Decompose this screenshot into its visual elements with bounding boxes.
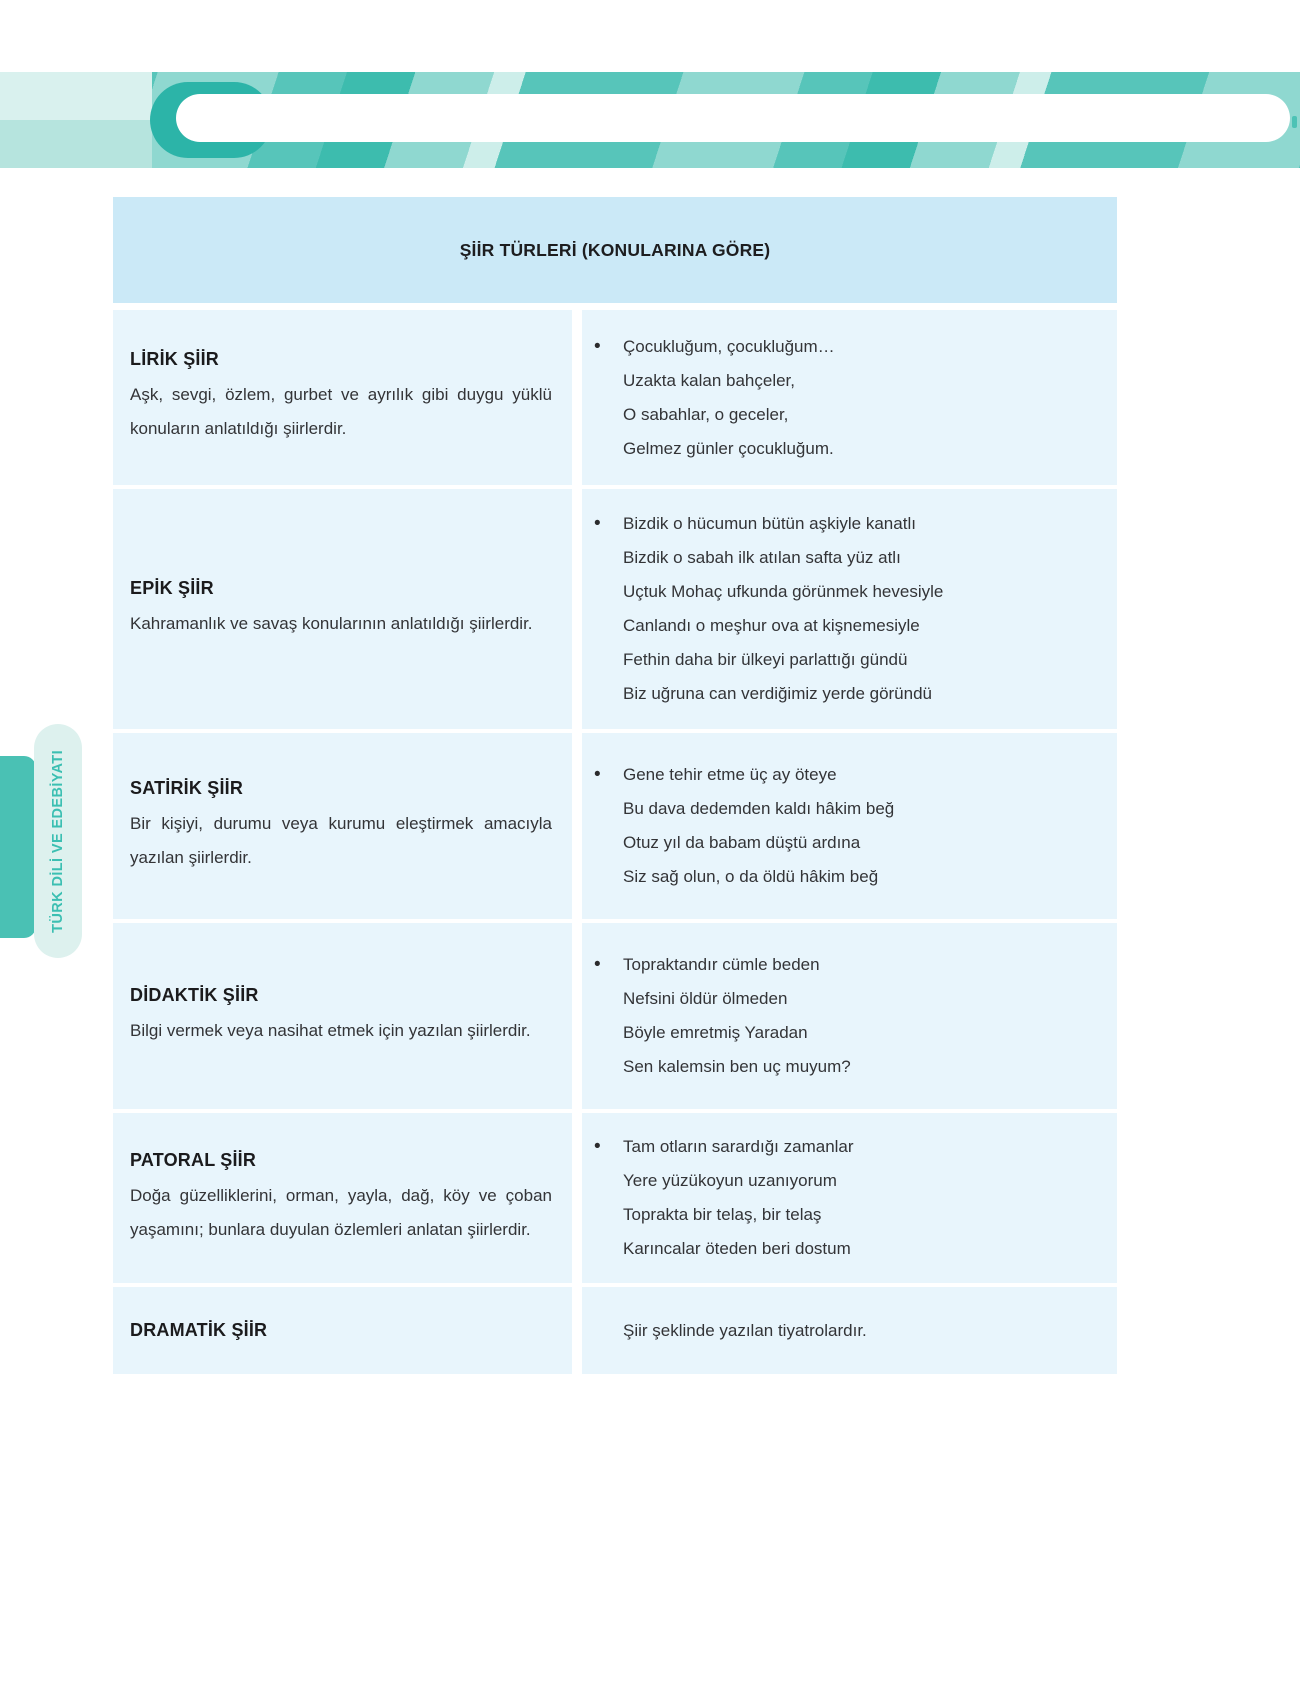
poem-line: Şiir şeklinde yazılan tiyatrolardır. (623, 1320, 867, 1340)
table-row (113, 1287, 1117, 1374)
poem-line: Böyle emretmiş Yaradan (623, 1023, 808, 1042)
poem-line: Toprakta bir telaş, bir telaş (623, 1205, 822, 1224)
bullet-icon: • (594, 335, 601, 357)
poem-example (592, 1130, 1101, 1266)
poem-line: Yere yüzükoyun uzanıyorum (623, 1171, 837, 1190)
poetry-types-table (113, 197, 1117, 1374)
table-title: ŞİİR TÜRLERİ (KONULARINA GÖRE) (459, 239, 771, 260)
poem-type-title: SATİRİK ŞİİR (130, 777, 244, 798)
poem-type-description: Bir kişiyi, durumu veya kurumu eleştirmek amacıyla yazılan şiirlerdir. (130, 813, 552, 867)
poem-example (592, 1314, 1101, 1348)
poem-type-title: DİDAKTİK ŞİİR (130, 984, 259, 1005)
poem-line: Tam otların sarardığı zamanlar (623, 1137, 854, 1156)
band-left-bottom-block (0, 120, 152, 168)
poem-example-cell (582, 310, 1117, 485)
bullet-icon: • (594, 513, 601, 534)
sidebar-tab-label: TÜRK DİLİ VE EDEBİYATI (50, 749, 66, 933)
poem-line: Topraktandır cümle beden (623, 955, 820, 974)
poem-lines (623, 507, 1101, 711)
sidebar-tab (34, 724, 82, 958)
table-row (113, 1113, 1117, 1283)
poem-type-title: DRAMATİK ŞİİR (130, 1320, 268, 1340)
poem-lines (623, 1130, 1101, 1266)
poem-example-cell (582, 923, 1117, 1109)
poem-type-description: Aşk, sevgi, özlem, gurbet ve ayrılık gibi duygu yüklü konuların anlatıldığı şiirlerdir. (130, 385, 552, 438)
poem-lines (623, 1314, 1101, 1348)
poem-line: Nefsini öldür ölmeden (623, 989, 788, 1008)
poem-line: Canlandı o meşhur ova at kişnemesiyle (623, 616, 920, 635)
table-header (113, 197, 1117, 303)
poem-type-cell (113, 1113, 572, 1283)
band-right-notch (1292, 116, 1297, 128)
poem-line: Biz uğruna can verdiğimiz yerde göründü (623, 684, 933, 703)
poem-line: O sabahlar, o geceler, (623, 404, 789, 424)
poem-type-cell (113, 489, 572, 729)
poem-line: Otuz yıl da babam düştü ardına (623, 833, 861, 852)
poem-line: Çocukluğum, çocukluğum… (623, 336, 835, 356)
table-body (113, 310, 1117, 1374)
poem-type-cell (113, 1287, 572, 1374)
poem-example (592, 948, 1101, 1084)
poem-type-title: PATORAL ŞİİR (130, 1149, 257, 1170)
table-row (113, 923, 1117, 1109)
header-decoration-band (0, 72, 1300, 168)
poem-line: Fethin daha bir ülkeyi parlattığı gündü (623, 650, 908, 669)
table-row (113, 489, 1117, 729)
poem-line: Bizdik o sabah ilk atılan safta yüz atlı (623, 548, 901, 567)
poem-type-description: Bilgi vermek veya nasihat etmek için yazılan şiirlerdir. (130, 1020, 531, 1040)
poem-line: Gene tehir etme üç ay öteye (623, 765, 837, 784)
poem-line: Bizdik o hücumun bütün aşkiyle kanatlı (623, 514, 916, 533)
poem-line: Karıncalar öteden beri dostum (623, 1239, 851, 1258)
band-left-top-block (0, 72, 152, 120)
poem-type-title: LİRİK ŞİİR (130, 349, 220, 369)
poem-type-title: EPİK ŞİİR (130, 577, 214, 598)
table-row (113, 733, 1117, 919)
poem-lines (623, 948, 1101, 1084)
poem-example (592, 330, 1101, 466)
poem-lines (623, 330, 1101, 466)
poem-type-description: Doğa güzelliklerini, orman, yayla, dağ, köy ve çoban yaşamını; bunlara duyulan özlemleri anlatan şiirlerdir. (130, 1185, 552, 1239)
bullet-icon: • (594, 1136, 601, 1157)
poem-type-cell (113, 923, 572, 1109)
poem-example-cell (582, 1113, 1117, 1283)
poem-line: Gelmez günler çocukluğum. (623, 438, 834, 458)
bullet-icon: • (594, 764, 601, 785)
title-capsule (176, 94, 1290, 142)
poem-example-cell (582, 1287, 1117, 1374)
poem-type-cell (113, 310, 572, 485)
poem-example-cell (582, 733, 1117, 919)
poem-lines (623, 758, 1101, 894)
poem-type-cell (113, 733, 572, 919)
poem-example (592, 507, 1101, 711)
poem-example (592, 758, 1101, 894)
poem-line: Uzakta kalan bahçeler, (623, 370, 795, 390)
poem-type-description: Kahramanlık ve savaş konularının anlatıldığı şiirlerdir. (130, 613, 533, 633)
poem-line: Siz sağ olun, o da öldü hâkim beğ (623, 867, 879, 886)
sidebar-tab-base (0, 756, 36, 938)
poem-line: Bu dava dedemden kaldı hâkim beğ (623, 799, 895, 818)
poem-line: Sen kalemsin ben uç muyum? (623, 1057, 851, 1076)
poem-line: Uçtuk Mohaç ufkunda görünmek hevesiyle (623, 582, 944, 601)
bullet-icon: • (594, 954, 601, 975)
poem-example-cell (582, 489, 1117, 729)
table-row (113, 310, 1117, 485)
